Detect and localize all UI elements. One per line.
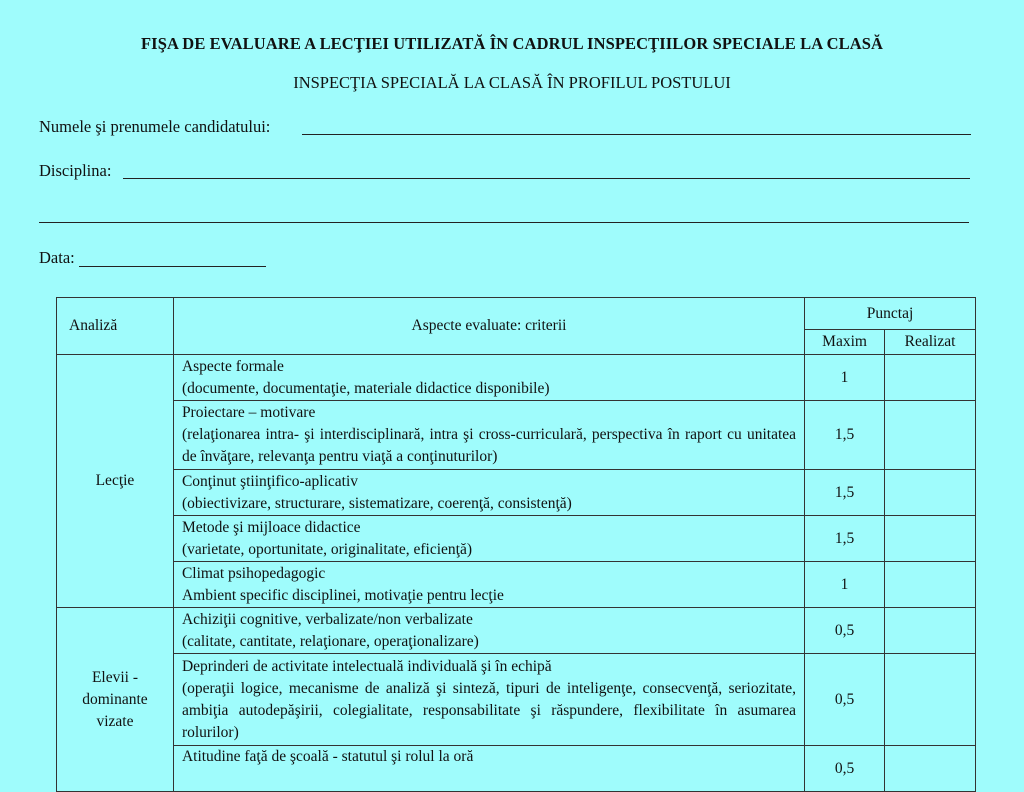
header-max: Maxim: [805, 330, 885, 355]
achieved-score-cell[interactable]: [885, 608, 976, 654]
criterion-details: (varietate, oportunitate, originalitate, eficienţă): [181, 540, 472, 558]
max-score: 0,5: [805, 608, 885, 654]
table-row: [57, 654, 976, 746]
criterion-title: Aspecte formale: [181, 357, 284, 375]
criterion-details: (obiectivizare, structurare, sistematizare, coerenţă, consistenţă): [181, 494, 572, 512]
discipline-line[interactable]: [123, 178, 970, 179]
table-row: [57, 401, 976, 470]
document-subtitle: INSPECŢIA SPECIALĂ LA CLASĂ ÎN PROFILUL POSTULUI: [293, 73, 731, 92]
max-score: 0,5: [805, 746, 885, 792]
table-row: [57, 516, 976, 562]
achieved-score-cell[interactable]: [885, 355, 976, 401]
evaluation-table: [56, 297, 976, 792]
document-title: FIŞA DE EVALUARE A LECŢIEI UTILIZATĂ ÎN CADRUL INSPECŢIILOR SPECIALE LA CLASĂ: [141, 34, 883, 53]
max-score: 1,5: [805, 470, 885, 516]
table-row: [57, 608, 976, 654]
group-label-lesson: Lecţie: [57, 355, 174, 608]
criterion-cell: [173, 562, 804, 608]
achieved-score-cell[interactable]: [885, 516, 976, 562]
max-score: 1,5: [805, 516, 885, 562]
date-line[interactable]: [79, 266, 266, 267]
criterion-details: Ambient specific disciplinei, motivaţie pentru lecţie: [181, 586, 504, 604]
criterion-details: (calitate, cantitate, relaţionare, operaţionalizare): [181, 632, 479, 650]
header-score: Punctaj: [805, 298, 976, 330]
table-row: [57, 470, 976, 516]
achieved-score-cell[interactable]: [885, 401, 976, 470]
criterion-title: Deprinderi de activitate intelectuală individuală şi în echipă: [181, 657, 552, 675]
criterion-cell: [173, 355, 804, 401]
header-analysis: Analiză: [57, 298, 174, 355]
criterion-details: (operaţii logice, mecanisme de analiză şi sinteză, tipuri de inteligenţe, consecvenţă, seriozitate, ambiţia autodepăşirii, colegialitate, responsabilitate şi răspundere, flexibilitate în asumarea rolurilor): [181, 679, 797, 741]
discipline-continuation-line[interactable]: [39, 222, 969, 223]
criterion-cell: [173, 516, 804, 562]
achieved-score-cell[interactable]: [885, 654, 976, 746]
criterion-title: Metode şi mijloace didactice: [181, 518, 361, 536]
criterion-cell: [173, 470, 804, 516]
candidate-name-line[interactable]: [302, 134, 971, 135]
discipline-label: Disciplina:: [39, 161, 112, 180]
criterion-title: Conţinut ştiinţifico-aplicativ: [181, 472, 359, 490]
criterion-title: Proiectare – motivare: [181, 404, 316, 421]
achieved-score-cell[interactable]: [885, 470, 976, 516]
max-score: 1: [805, 355, 885, 401]
criterion-details: (relaţionarea intra- şi interdisciplinară, intra şi cross-curriculară, perspectiva în raport cu unitatea de învăţare, relevanţa pentru viaţă a conţinuturilor): [181, 426, 797, 465]
date-label: Data:: [39, 248, 75, 267]
max-score: 1: [805, 562, 885, 608]
criterion-cell: [173, 654, 804, 746]
criterion-title: Achiziţii cognitive, verbalizate/non verbalizate: [181, 610, 473, 628]
criterion-title: Climat psihopedagogic: [181, 564, 326, 582]
candidate-name-label: Numele şi prenumele candidatului:: [39, 117, 271, 136]
criterion-title: Atitudine faţă de şcoală - statutul şi rolul la oră: [181, 748, 474, 765]
criterion-details: (documente, documentaţie, materiale didactice disponibile): [181, 379, 550, 397]
achieved-score-cell[interactable]: [885, 562, 976, 608]
criterion-cell: [173, 401, 804, 470]
max-score: 1,5: [805, 401, 885, 470]
table-row: [57, 562, 976, 608]
table-row: [57, 355, 976, 401]
max-score: 0,5: [805, 654, 885, 746]
header-achieved: Realizat: [885, 330, 976, 355]
group-label-students: Elevii - dominante vizate: [57, 608, 174, 792]
header-aspects: Aspecte evaluate: criterii: [173, 298, 804, 355]
criterion-cell: [173, 608, 804, 654]
